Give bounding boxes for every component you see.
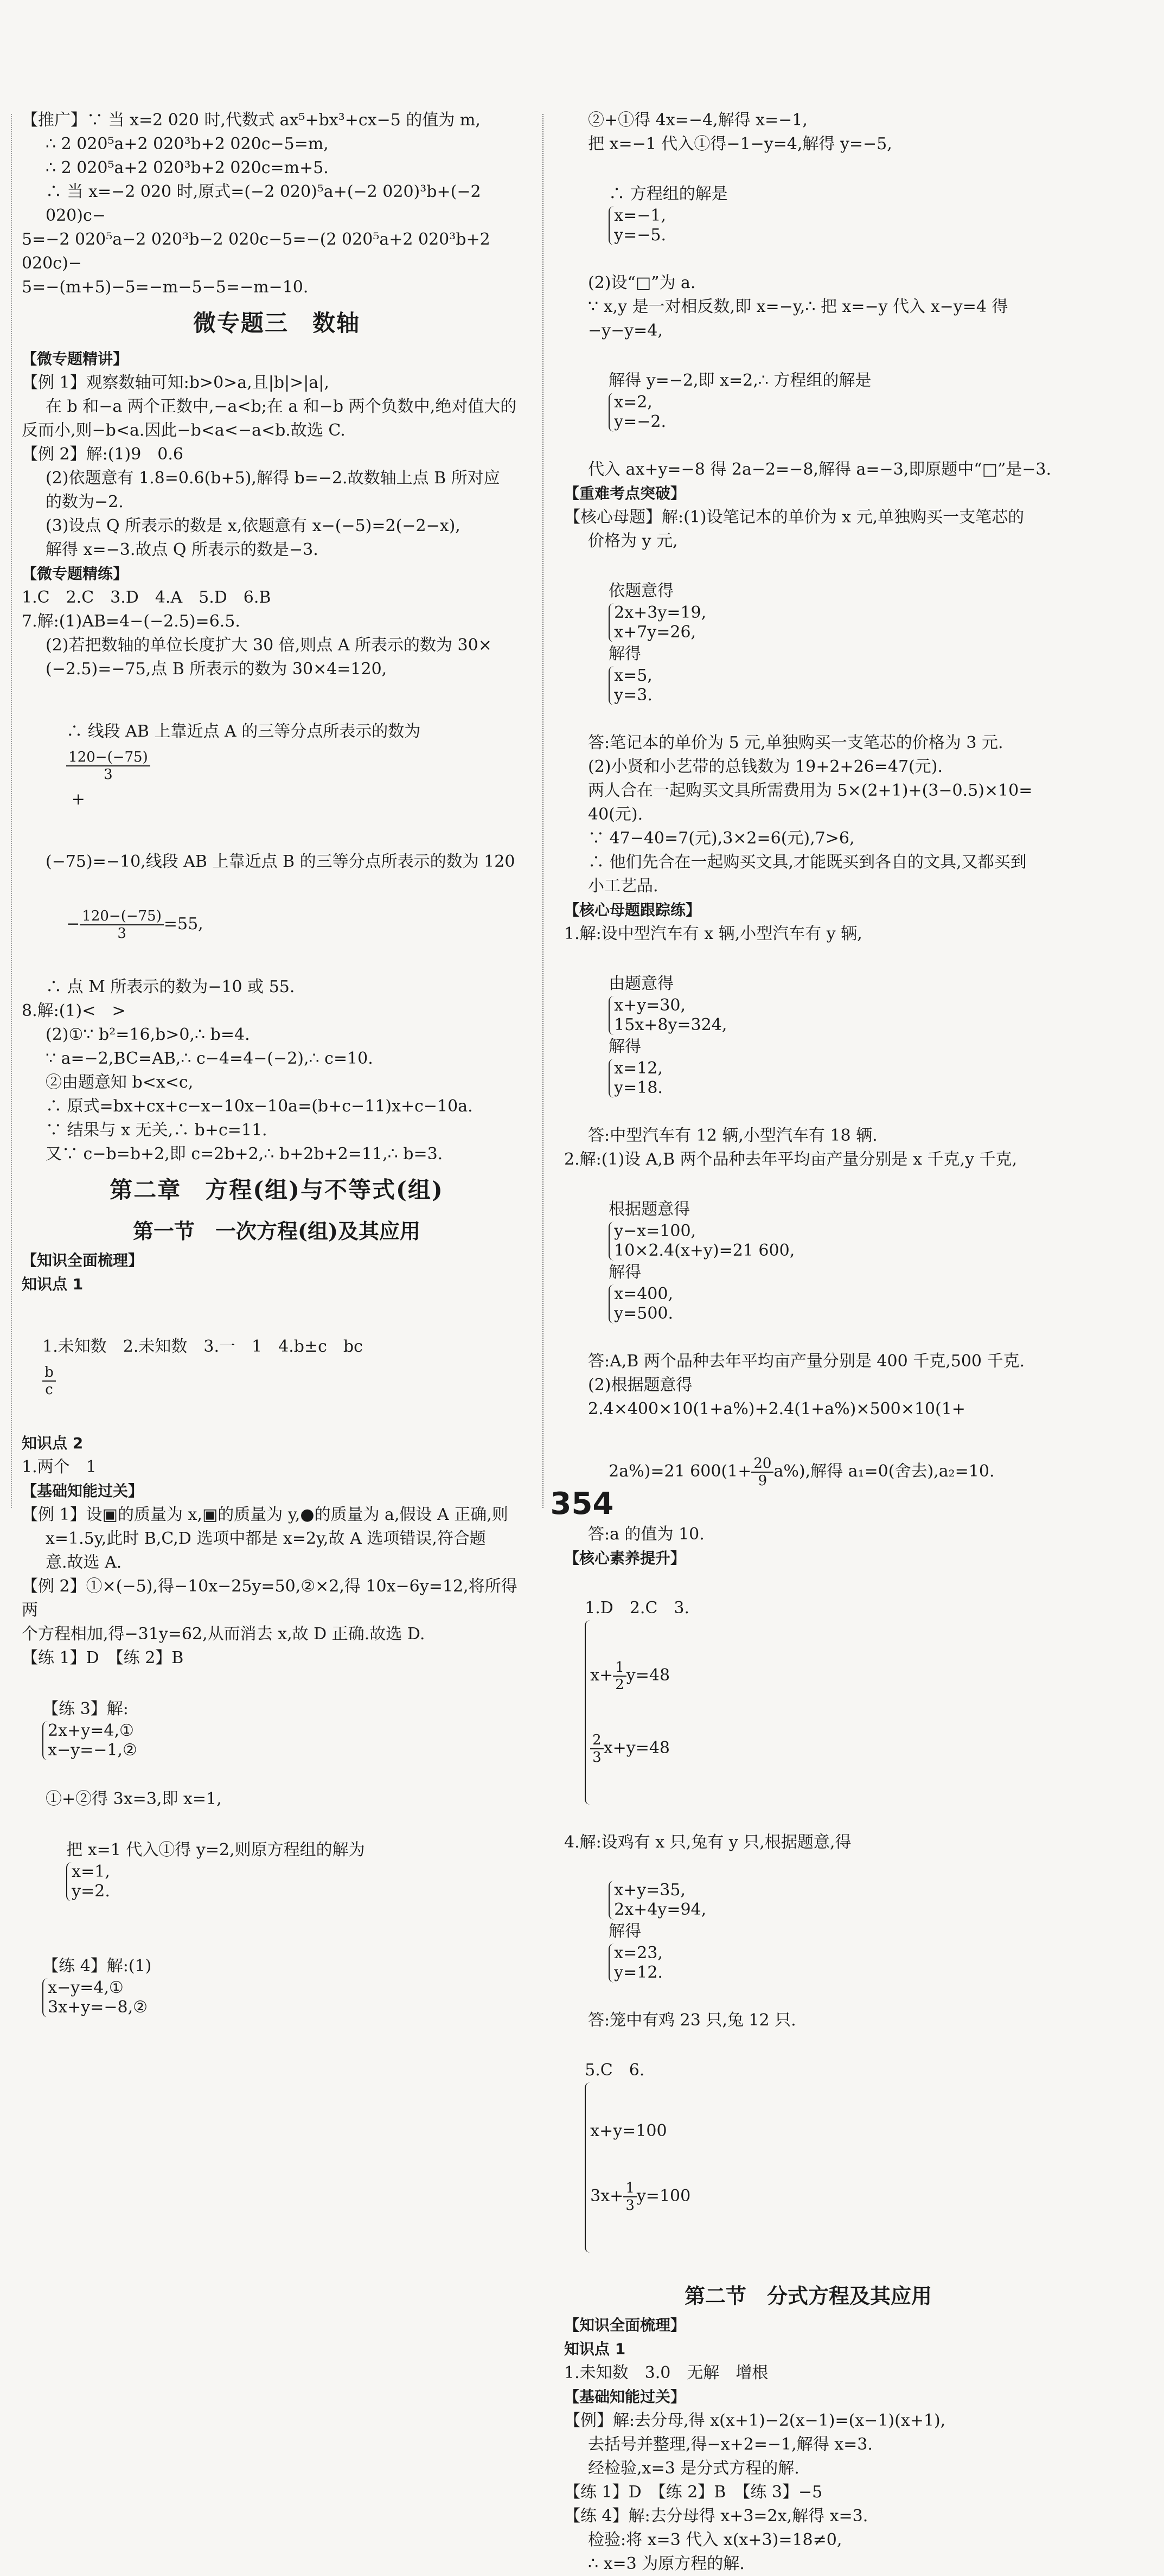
- text-line: 【例 1】观察数轴可知:b>0>a,且|b|>|a|,: [22, 373, 329, 392]
- denominator: 3: [117, 925, 126, 942]
- knowledge-point: 知识点 1: [22, 1275, 84, 1293]
- equation-system: [42, 1978, 148, 2017]
- fraction: [613, 1659, 626, 1693]
- text: 由题意得: [609, 974, 674, 993]
- text-line: 1.两个 1: [22, 1458, 97, 1476]
- equation-system: [609, 1222, 795, 1261]
- section-heading: 【核心素养提升】: [564, 1549, 686, 1567]
- text-line: ∴ 他们先合在一起购买文具,才能既买到各自的文具,又都买到: [588, 853, 1027, 872]
- section-heading: 【基础知能过关】: [22, 1482, 144, 1500]
- text-line: ∵ 47−40=7(元),3×2=6(元),7>6,: [588, 829, 855, 848]
- numerator: 120−(−75): [66, 749, 150, 766]
- text: y=100: [636, 2187, 691, 2206]
- text-line: 【例 2】①×(−5),得−10x−25y=50,②×2,得 10x−6y=12,将所得两: [22, 1577, 517, 1620]
- numerator: 2: [590, 1732, 604, 1749]
- text: 解得: [609, 1263, 642, 1282]
- text-line: [564, 948, 1052, 1122]
- text-line: 答:A,B 两个品种去年平均亩产量分别是 400 千克,500 千克.: [588, 1352, 1025, 1371]
- equation-system: [609, 1881, 706, 1920]
- equation: x=12,: [614, 1059, 663, 1078]
- left-column: [22, 108, 532, 2047]
- text-line: ∴ 2 020⁵a+2 020³b+2 020c=m+5.: [46, 158, 329, 177]
- denominator: 9: [758, 1473, 768, 1489]
- text-line: 经检验,x=3 是分式方程的解.: [588, 2459, 800, 2478]
- section-heading: 【知识全面梳理】: [564, 2316, 686, 2334]
- numerator: 120−(−75): [80, 908, 164, 925]
- text-line: (2)①∵ b²=16,b>0,∴ b=4.: [46, 1025, 250, 1044]
- text: 2a%)=21 600(1+: [609, 1462, 752, 1481]
- text-line: 【例】解:去分母,得 x(x+1)−2(x−1)=(x−1)(x+1),: [564, 2411, 946, 2430]
- fraction: [751, 1455, 773, 1489]
- text-line: 又∵ c−b=b+2,即 c=2b+2,∴ b+2b+2=11,∴ b=3.: [46, 1145, 443, 1164]
- text: 把 x=1 代入①得 y=2,则原方程组的解为: [66, 1840, 365, 1859]
- equation: x+y=35,: [614, 1881, 686, 1900]
- text-line: 【练 4】解:去分母得 x+3=2x,解得 x=3.: [564, 2507, 868, 2526]
- equation-system: [585, 2082, 690, 2253]
- equation: [590, 2180, 690, 2214]
- equation: x−y=−1,②: [48, 1741, 137, 1760]
- equation: y=18.: [614, 1078, 663, 1097]
- equation-system: [609, 603, 706, 642]
- equation-system: [585, 1620, 670, 1805]
- text-line: (2)根据题意得 2.4×400×10(1+a%)+2.4(1+a%)×500×10(1+: [588, 1376, 965, 1418]
- solution-system: [609, 1059, 663, 1098]
- section-title: 第一节 一次方程(组)及其应用: [133, 1219, 420, 1243]
- numerator: 20: [751, 1455, 773, 1473]
- text-line: 答:笔记本的单价为 5 元,单独购买一支笔芯的价格为 3 元.: [588, 733, 1003, 752]
- equation: 10×2.4(x+y)=21 600,: [614, 1241, 795, 1260]
- text-line: ②由题意知 b<x<c,: [46, 1073, 194, 1092]
- text: 3x+: [590, 2187, 624, 2206]
- text-line: 答:笼中有鸡 23 只,兔 12 只.: [588, 2011, 796, 2030]
- text-line: 【核心母题】解:(1)设笔记本的单价为 x 元,单独购买一支笔芯的: [564, 508, 1025, 527]
- fraction: [80, 908, 164, 942]
- fraction: [66, 749, 150, 783]
- text-line: ∴ 点 M 所表示的数为−10 或 55.: [46, 977, 295, 996]
- numerator: 1: [613, 1659, 626, 1677]
- text-line: 在 b 和−a 两个正数中,−a<b;在 a 和−b 两个负数中,绝对值大的: [46, 397, 517, 416]
- text-line: [564, 2035, 1052, 2277]
- text: 1.未知数 2.未知数 3.一 1 4.b±c bc: [42, 1337, 363, 1356]
- text-line: ∵ x,y 是一对相反数,即 x=−y,∴ 把 x=−y 代入 x−y=4 得−y−y=4,: [588, 297, 1008, 340]
- text: +: [66, 790, 85, 809]
- text-line: [22, 874, 532, 975]
- right-column: [564, 108, 1052, 2576]
- text-line: ①+②得 3x=3,即 x=1,: [46, 1789, 222, 1808]
- section-heading: 【基础知能过关】: [564, 2388, 686, 2406]
- text-line: [564, 1573, 1052, 1829]
- text: 【练 3】解:: [42, 1699, 129, 1718]
- text-line: 【练 1】D 【练 2】B 【练 3】−5: [564, 2483, 823, 2502]
- solution-system: [609, 393, 666, 432]
- solution-system: [66, 1862, 110, 1901]
- text: x+: [590, 1666, 613, 1685]
- text-line: ∵ a=−2,BC=AB,∴ c−4=4−(−2),∴ c=10.: [46, 1049, 373, 1068]
- text: 解得: [609, 644, 642, 663]
- chapter-title: 第二章 方程(组)与不等式(组): [110, 1177, 444, 1203]
- fraction: [590, 1732, 604, 1766]
- text-line: (3)设点 Q 所表示的数是 x,依题意有 x−(−5)=2(−2−x),: [46, 516, 461, 535]
- text-line: (2)依题意有 1.8=0.6(b+5),解得 b=−2.故数轴上点 B 所对应: [46, 469, 500, 488]
- text: 解得 y=−2,即 x=2,∴ 方程组的解是: [609, 371, 872, 390]
- text-line: 答:a 的值为 10.: [588, 1525, 705, 1544]
- equation: x+y=100: [590, 2121, 667, 2140]
- equation: 2x+3y=19,: [614, 603, 707, 622]
- text-line: ∵ 结果与 x 无关,∴ b+c=11.: [46, 1121, 267, 1140]
- text-line: 的数为−2.: [46, 493, 124, 512]
- page-number: 354: [550, 1486, 614, 1522]
- text-line: 反而小,则−b<a.因此−b<a<−a<b.故选 C.: [22, 421, 346, 440]
- text-line: 【推广】∵ 当 x=2 020 时,代数式 ax⁵+bx³+cx−5 的值为 m,: [22, 111, 481, 130]
- equation: y=−2.: [614, 412, 667, 431]
- text-line: (−2.5)=−75,点 B 所表示的数为 30×4=120,: [46, 660, 387, 679]
- text-line: 检验:将 x=3 代入 x(x+3)=18≠0,: [588, 2530, 842, 2549]
- text-line: [22, 681, 532, 850]
- denominator: 3: [625, 2197, 635, 2214]
- equation: x=23,: [614, 1944, 663, 1963]
- text-line: x=1.5y,此时 B,C,D 选项中都是 x=2y,故 A 选项错误,符合题: [46, 1529, 486, 1548]
- knowledge-point: 知识点 2: [22, 1434, 84, 1452]
- equation: x=−1,: [614, 206, 666, 225]
- numerator: b: [42, 1364, 56, 1382]
- section-heading: 【微专题精练】: [22, 565, 129, 583]
- equation: x+7y=26,: [614, 623, 696, 642]
- text-line: [22, 1931, 532, 2041]
- denominator: c: [45, 1382, 53, 1398]
- text-line: ∴ x=3 为原方程的解.: [588, 2554, 745, 2573]
- text: x+y=48: [603, 1738, 670, 1757]
- text: 根据题意得: [609, 1200, 690, 1219]
- text: ∴ 方程组的解是: [609, 184, 728, 203]
- text-line: (−75)=−10,线段 AB 上靠近点 B 的三等分点所表示的数为 120: [46, 852, 515, 871]
- solution-system: [609, 1284, 673, 1324]
- text-line: 8.解:(1)< >: [22, 1001, 126, 1020]
- equation: x−y=4,①: [48, 1978, 124, 1997]
- text: =55,: [163, 915, 203, 934]
- denominator: 3: [104, 766, 113, 783]
- text-line: 4.解:设鸡有 x 只,兔有 y 只,根据题意,得: [564, 1833, 852, 1852]
- text-line: 【练 1】D 【练 2】B: [22, 1648, 184, 1667]
- text-line: ∴ 当 x=−2 020 时,原式=(−2 020)⁵a+(−2 020)³b+(−2 020)c−: [46, 182, 487, 225]
- text-line: (2)设“□”为 a.: [588, 273, 696, 292]
- section-heading: 【微专题精讲】: [22, 350, 129, 368]
- equation-system: [609, 996, 727, 1035]
- text-line: (2)若把数轴的单位长度扩大 30 倍,则点 A 所表示的数为 30×: [46, 636, 492, 655]
- equation: x+y=30,: [614, 996, 686, 1015]
- text-line: 解得 x=−3.故点 Q 所表示的数是−3.: [46, 540, 318, 559]
- text: 依题意得: [609, 581, 674, 600]
- text-line: 两人合在一起购买文具所需费用为 5×(2+1)+(3−0.5)×10=: [588, 781, 1033, 800]
- text-line: [22, 1673, 532, 1784]
- text-line: 个方程相加,得−31y=62,从而消去 x,故 D 正确.故选 D.: [22, 1625, 425, 1644]
- text-line: [564, 1857, 1052, 2006]
- text: 5.C 6.: [585, 2061, 645, 2080]
- text: 解得: [609, 1922, 642, 1941]
- equation: 15x+8y=324,: [614, 1015, 727, 1034]
- text: ∴ 线段 AB 上靠近点 A 的三等分点所表示的数为: [66, 722, 421, 741]
- equation: x=5,: [614, 666, 653, 685]
- text-line: (2)小贤和小艺带的总钱数为 19+2+26=47(元).: [588, 757, 943, 776]
- equation: x=1,: [72, 1862, 110, 1881]
- text: 【练 4】解:(1): [42, 1957, 152, 1976]
- text-line: 1.解:设中型汽车有 x 辆,小型汽车有 y 辆,: [564, 924, 862, 943]
- text-line: [564, 555, 1052, 729]
- text-line: 5=−2 020⁵a−2 020³b−2 020c−5=−(2 020⁵a+2 020³b+2 020c)−: [22, 230, 496, 273]
- topic-title: 微专题三 数轴: [193, 310, 360, 336]
- equation: 2x+y=4,①: [48, 1721, 134, 1740]
- text-line: ∴ 原式=bx+cx+c−x−10x−10a=(b+c−11)x+c−10a.: [46, 1097, 473, 1116]
- equation: [590, 1732, 670, 1766]
- text: a%),解得 a₁=0(舍去),a₂=10.: [773, 1462, 995, 1481]
- text: −: [66, 915, 80, 934]
- equation: y=−5.: [614, 226, 667, 245]
- fraction: [623, 2180, 637, 2214]
- text-line: [22, 1296, 532, 1431]
- text-line: 把 x=−1 代入①得−1−y=4,解得 y=−5,: [588, 135, 892, 154]
- equation: y=2.: [72, 1882, 110, 1901]
- text-line: 去括号并整理,得−x+2=−1,解得 x=3.: [588, 2435, 873, 2454]
- equation: y=3.: [614, 686, 653, 705]
- equation: 2x+4y=94,: [614, 1900, 707, 1919]
- text-line: [564, 345, 1052, 456]
- denominator: 2: [615, 1677, 624, 1693]
- section-title: 第二节 分式方程及其应用: [684, 2284, 932, 2308]
- numerator: 1: [623, 2180, 637, 2197]
- denominator: 3: [592, 1749, 602, 1766]
- text-line: [564, 158, 1052, 269]
- equation: y−x=100,: [614, 1222, 696, 1241]
- text-line: [564, 1174, 1052, 1347]
- equation: 3x+y=−8,②: [48, 1998, 148, 2017]
- text-line: 7.解:(1)AB=4−(−2.5)=6.5.: [22, 612, 240, 631]
- solution-system: [609, 1944, 663, 1983]
- text-line: 意.故选 A.: [46, 1553, 122, 1572]
- knowledge-point: 知识点 1: [564, 2340, 626, 2358]
- text: 1.D 2.C 3.: [585, 1599, 690, 1618]
- equation-system: [42, 1721, 137, 1760]
- column-divider: [542, 114, 543, 1508]
- text-line: [22, 1814, 532, 1925]
- text-line: 5=−(m+5)−5=−m−5−5=−m−10.: [22, 278, 309, 297]
- section-heading: 【核心母题跟踪练】: [564, 901, 701, 919]
- equation: x=400,: [614, 1284, 674, 1303]
- text-line: ∴ 2 020⁵a+2 020³b+2 020c−5=m,: [46, 135, 329, 154]
- equation: [590, 1659, 670, 1693]
- text-line: ②+①得 4x=−4,解得 x=−1,: [588, 111, 808, 130]
- text-line: 小工艺品.: [588, 877, 658, 896]
- equation: x=2,: [614, 393, 653, 412]
- equation: y=500.: [614, 1304, 674, 1323]
- solution-system: [609, 206, 666, 245]
- text-line: 答:中型汽车有 12 辆,小型汽车有 18 辆.: [588, 1126, 878, 1145]
- text: 解得: [609, 1037, 642, 1056]
- text-line: 2.解:(1)设 A,B 两个品种去年平均亩产量分别是 x 千克,y 千克,: [564, 1150, 1018, 1169]
- text-line: 40(元).: [588, 805, 643, 824]
- section-heading: 【重难考点突破】: [564, 484, 686, 502]
- solution-system: [609, 666, 653, 705]
- section-heading: 【知识全面梳理】: [22, 1251, 144, 1269]
- text-line: 1.未知数 3.0 无解 增根: [564, 2363, 769, 2382]
- text-line: 价格为 y 元,: [588, 532, 678, 551]
- text-line: 【例 2】解:(1)9 0.6: [22, 445, 184, 464]
- equation: y=12.: [614, 1963, 663, 1982]
- text-line: 代入 ax+y=−8 得 2a−2=−8,解得 a=−3,即原题中“□”是−3.: [588, 460, 1052, 479]
- text-line: 1.C 2.C 3.D 4.A 5.D 6.B: [22, 588, 271, 607]
- text: y=48: [626, 1666, 670, 1685]
- left-margin-rule: [11, 114, 12, 1508]
- fraction: [42, 1364, 56, 1398]
- text-line: 【例 1】设▣的质量为 x,▣的质量为 y,●的质量为 a,假设 A 正确,则: [22, 1505, 508, 1524]
